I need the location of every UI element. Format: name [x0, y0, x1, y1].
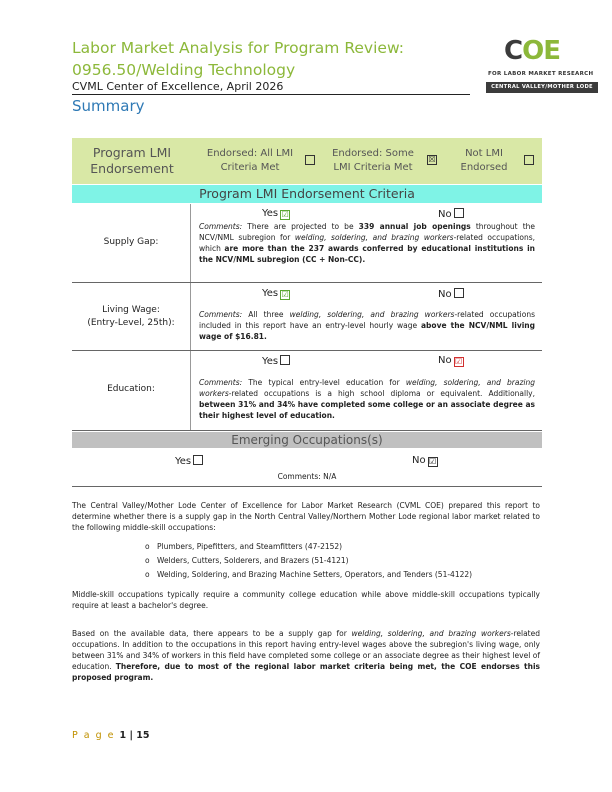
emerging-comment: Comments: N/A	[277, 472, 337, 481]
row-separator	[72, 282, 542, 283]
living-wage-yes-checkbox[interactable]: ☑	[281, 290, 289, 299]
living-wage-label: Living Wage: (Entry-Level, 25th):	[87, 305, 175, 328]
supply-gap-label: Supply Gap:	[103, 237, 159, 247]
coe-logo-letters	[504, 36, 560, 66]
living-wage-no-checkbox[interactable]	[454, 288, 464, 298]
endorsement-bar	[72, 138, 542, 184]
occupation-bullet: o Welding, Soldering, and Brazing Machine Setters, Operators, and Tenders (51-4122)	[145, 570, 473, 579]
endorsement-option-some: Endorsed: Some LMI Criteria Met	[332, 148, 414, 173]
logo-letter-c: C	[504, 36, 523, 66]
row-separator	[72, 430, 542, 431]
endorsement-label: Program LMI Endorsement	[90, 145, 174, 176]
supply-gap-no-checkbox[interactable]	[454, 208, 464, 218]
logo-letter-o: O	[522, 36, 544, 66]
page-number: 1 | 15	[119, 730, 150, 741]
endorsement-option-all: Endorsed: All LMI Criteria Met	[206, 148, 294, 173]
logo-letter-e: E	[543, 36, 560, 66]
occupation-bullet: o Plumbers, Pipefitters, and Steamfitters (47-2152)	[145, 542, 343, 551]
emerging-yes-checkbox[interactable]	[193, 455, 203, 465]
emerging-no-checkbox[interactable]: ☑	[429, 457, 437, 466]
logo-banner: CENTRAL VALLEY/MOTHER LODE	[486, 82, 598, 93]
yes-label: Yes	[262, 208, 279, 219]
report-title-line1: Labor Market Analysis for Program Review:	[72, 39, 404, 57]
endorsement-checkbox-not[interactable]	[524, 155, 534, 165]
living-wage-comment: Comments: All three welding, soldering, and brazing workers-related occupations included in this report have an entry-level hourly wage above the NCV/NML living wage of $16.81.	[199, 310, 536, 341]
living-wage-yes: Yes ☑	[262, 288, 289, 299]
education-no: No ☑	[438, 355, 463, 366]
supply-gap-comment: Comments: There are projected to be 339 annual job openings throughout the NCV/NML subregion for welding, soldering, and brazing workers-related occupations, which are more than the 237 awards conferred by educational institutions in the NCV/NML subregion (CC + Non-CC).	[199, 222, 536, 264]
endorsement-checkbox-some[interactable]: ☒	[428, 155, 436, 164]
page-word: P a g e	[72, 730, 115, 741]
intro-paragraph: The Central Valley/Mother Lode Center of Excellence for Labor Market Research (CVML COE) prepared this report to determine whether there is a supply gap in the North Central Valley/Northern Mother Lode regional labor market related to the following middle-skill occupations:	[72, 501, 540, 532]
education-yes: Yes	[262, 355, 290, 367]
no-label: No	[438, 209, 452, 220]
emerging-heading: Emerging Occupations(s)	[72, 432, 542, 448]
table-divider	[190, 204, 191, 430]
report-title-line2: 0956.50/Welding Technology	[72, 61, 296, 79]
education-yes-checkbox[interactable]	[280, 355, 290, 365]
living-wage-no: No	[438, 288, 464, 300]
report-subtitle: CVML Center of Excellence, April 2026	[72, 80, 470, 95]
supply-gap-no	[438, 208, 464, 220]
education-label: Education:	[107, 384, 155, 394]
emerging-no: No ☑	[412, 455, 437, 466]
conclusion-paragraph: Based on the available data, there appears to be a supply gap for welding, soldering, and brazing workers-related occupations. In addition to the occupations in this report having entry-level wages above the subregion's living wage, only between 31% and 34% of workers in this field have completed some college or an associate degree as their highest level of education. Therefore, due to most of the regional labor market criteria being met, the COE endorses this proposed program.	[72, 629, 540, 682]
page-footer	[72, 730, 149, 741]
education-no-checkbox[interactable]: ☑	[455, 357, 463, 366]
emerging-yes: Yes	[175, 455, 203, 467]
row-separator	[72, 350, 542, 351]
section-heading: Summary	[72, 97, 145, 115]
endorsement-option-not: Not LMI Endorsed	[460, 148, 508, 173]
supply-gap-yes-checkbox[interactable]: ☑	[281, 210, 289, 219]
endorsement-checkbox-all[interactable]	[305, 155, 315, 165]
supply-gap-yes	[262, 208, 290, 220]
occupation-bullet: o Welders, Cutters, Solderers, and Brazers (51-4121)	[145, 556, 349, 565]
middle-skill-paragraph: Middle-skill occupations typically require a community college education while above middle-skill occupations typically require at least a bachelor's degree.	[72, 590, 540, 610]
logo-tagline: FOR LABOR MARKET RESEARCH	[488, 71, 594, 77]
emerging-bottom-rule	[72, 486, 542, 487]
criteria-heading: Program LMI Endorsement Criteria	[72, 185, 542, 203]
education-comment: Comments: The typical entry-level education for welding, soldering, and brazing workers-related occupations is a high school diploma or equivalent. Additionally, between 31% and 34% have completed some college or an associate degree as their highest level of education.	[199, 378, 535, 420]
